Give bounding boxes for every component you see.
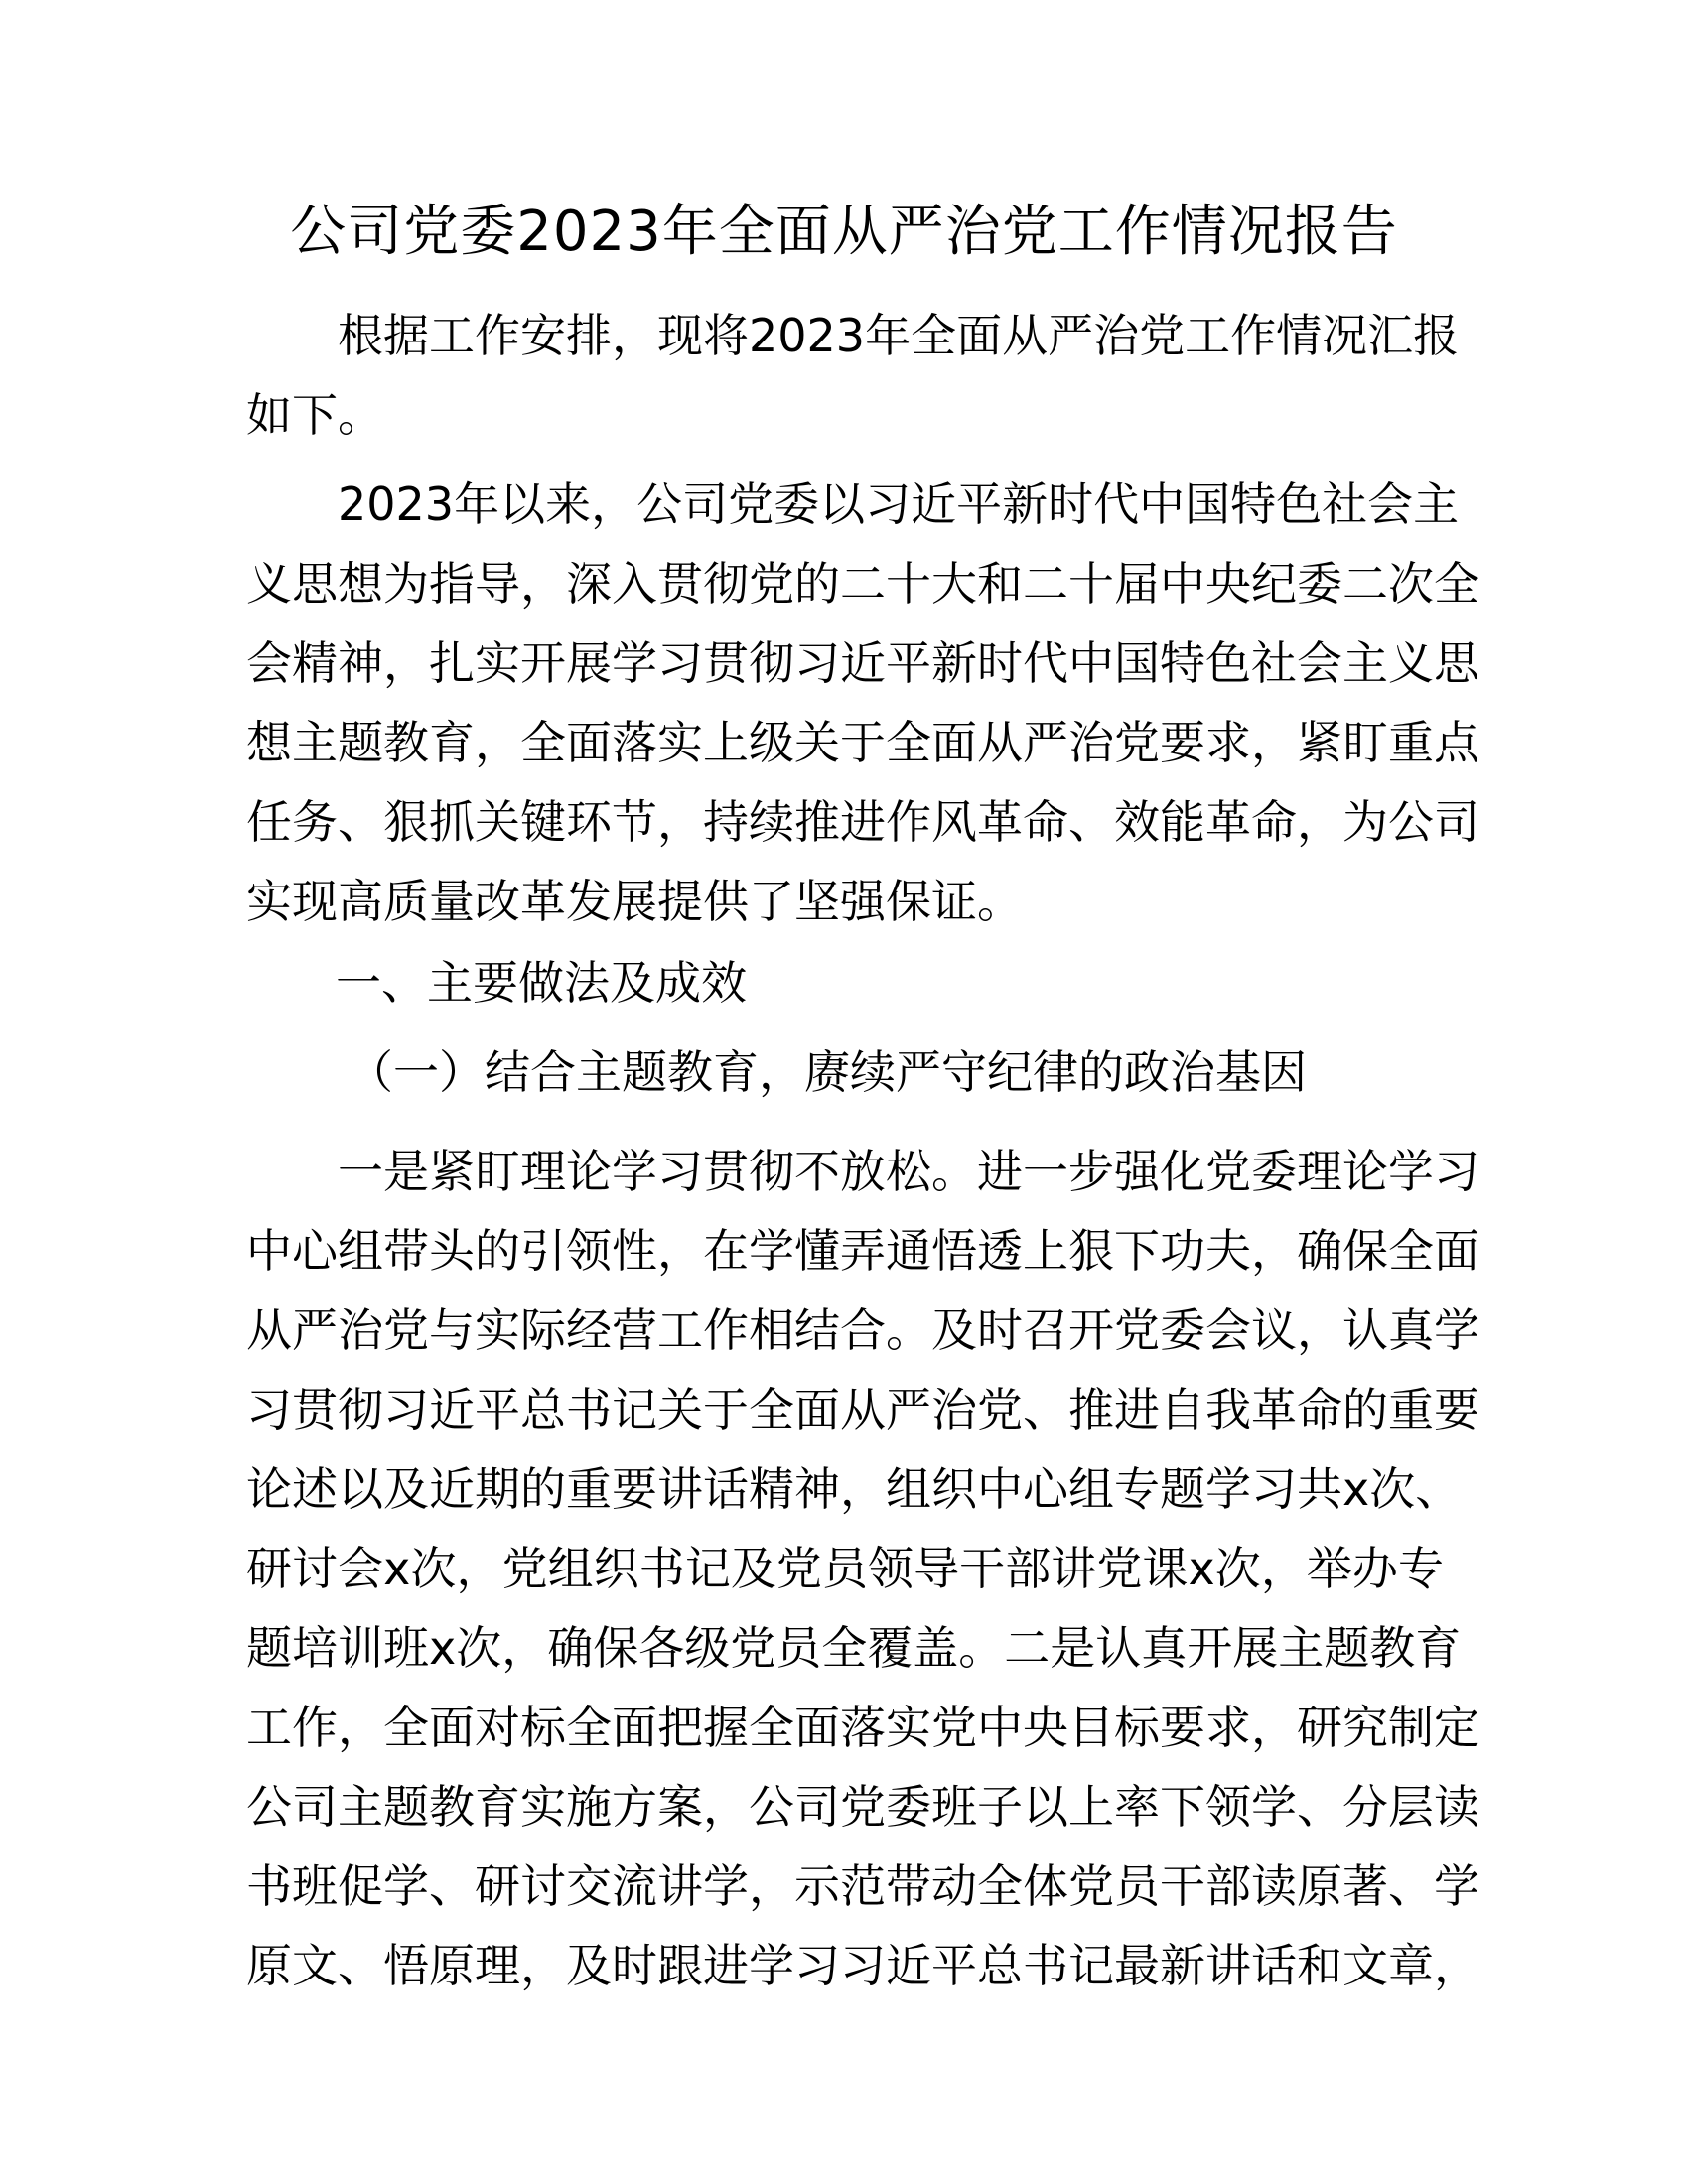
overview-line-6: 实现高质量改革发展提供了坚强保证。: [246, 875, 1023, 928]
body-line-10: 书班促学、研讨交流讲学，示范带动全体党员干部读原著、学: [246, 1859, 1479, 1913]
body-line-11: 原文、悟原理，及时跟进学习习近平总书记最新讲话和文章，: [246, 1939, 1479, 1992]
body-line-8: 工作，全面对标全面把握全面落实党中央目标要求，研究制定: [246, 1701, 1479, 1754]
subsection-1-paragraph: [246, 1132, 1479, 2005]
intro-paragraph: [246, 296, 1460, 455]
overview-line-4: 想主题教育，全面落实上级关于全面从严治党要求，紧盯重点: [246, 716, 1479, 769]
body-line-1: 一是紧盯理论学习贯彻不放松。进一步强化党委理论学习: [338, 1145, 1479, 1198]
overview-paragraph: [246, 465, 1479, 941]
overview-line-1: 2023年以来，公司党委以习近平新时代中国特色社会主: [338, 478, 1460, 531]
overview-line-2: 义思想为指导，深入贯彻党的二十大和二十届中央纪委二次全: [246, 557, 1479, 611]
intro-line-1: 根据工作安排，现将2023年全面从严治党工作情况汇报: [338, 309, 1460, 362]
document-title: 公司党委2023年全面从严治党工作情况报告: [290, 200, 1398, 264]
subsection-heading-1: （一）结合主题教育，赓续严守纪律的政治基因: [348, 1045, 1307, 1099]
overview-line-5: 任务、狠抓关键环节，持续推进作风革命、效能革命，为公司: [246, 795, 1479, 849]
body-line-4: 习贯彻习近平总书记关于全面从严治党、推进自我革命的重要: [246, 1383, 1479, 1436]
intro-line-2: 如下。: [246, 388, 383, 442]
body-line-2: 中心组带头的引领性，在学懂弄通悟透上狠下功夫，确保全面: [246, 1224, 1479, 1278]
section-heading-1: 一、主要做法及成效: [336, 956, 747, 1010]
body-line-9: 公司主题教育实施方案，公司党委班子以上率下领学、分层读: [246, 1780, 1479, 1834]
overview-line-3: 会精神，扎实开展学习贯彻习近平新时代中国特色社会主义思: [246, 636, 1479, 690]
body-line-6: 研讨会x次，党组织书记及党员领导干部讲党课x次，举办专: [246, 1542, 1444, 1595]
body-line-7: 题培训班x次，确保各级党员全覆盖。二是认真开展主题教育: [246, 1621, 1462, 1675]
body-line-3: 从严治党与实际经营工作相结合。及时召开党委会议，认真学: [246, 1303, 1479, 1357]
body-line-5: 论述以及近期的重要讲话精神，组织中心组专题学习共x次、: [246, 1462, 1462, 1516]
